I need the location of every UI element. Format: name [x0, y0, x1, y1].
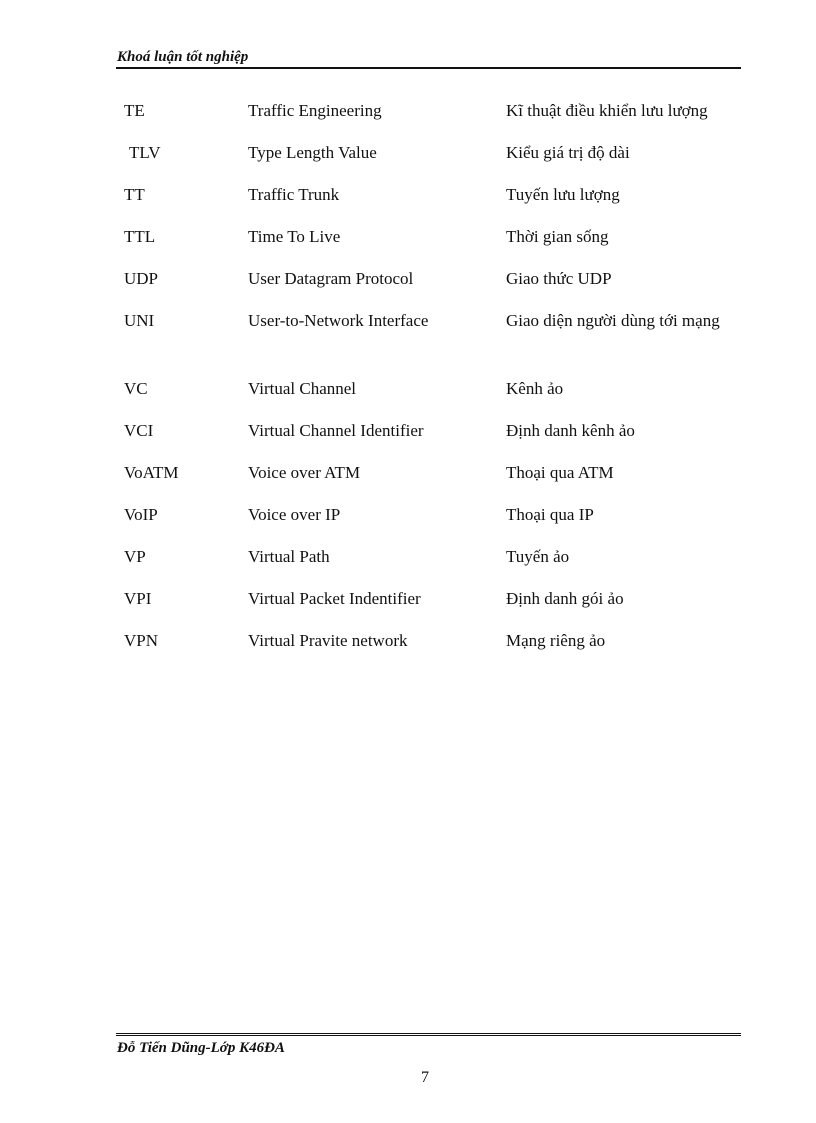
english-term: User Datagram Protocol	[248, 269, 414, 288]
abbreviation-row	[124, 98, 744, 140]
english-term: Virtual Channel	[248, 379, 357, 398]
vietnamese-term: Mạng riêng ảo	[506, 631, 606, 650]
abbreviation-row	[124, 140, 744, 182]
abbreviation-code: VPI	[124, 589, 152, 608]
english-term: Voice over IP	[248, 505, 341, 524]
abbreviation-code: VP	[124, 547, 146, 566]
english-term: Type Length Value	[248, 143, 377, 162]
abbreviation-row	[124, 586, 744, 628]
vietnamese-term: Kĩ thuật điều khiển lưu lượng	[506, 101, 708, 120]
footer-divider	[116, 1033, 741, 1036]
header-divider	[116, 67, 741, 69]
abbreviation-code: VC	[124, 379, 148, 398]
vietnamese-term: Kiểu giá trị độ dài	[506, 143, 630, 162]
abbreviation-code: TTL	[124, 227, 156, 246]
english-term: Virtual Packet Indentifier	[248, 589, 421, 608]
abbreviation-code: VoATM	[124, 463, 179, 482]
abbreviation-code: VPN	[124, 631, 159, 650]
vietnamese-term: Thoại qua ATM	[506, 463, 614, 482]
abbreviation-code: UDP	[124, 269, 159, 288]
vietnamese-term: Định danh gói ảo	[506, 589, 624, 608]
abbreviation-row	[124, 502, 744, 544]
english-term: Traffic Engineering	[248, 101, 382, 120]
english-term: Virtual Channel Identifier	[248, 421, 424, 440]
abbreviation-row	[124, 460, 744, 502]
header-title: Khoá luận tốt nghiệp	[117, 49, 249, 65]
english-term: Voice over ATM	[248, 463, 361, 482]
abbreviation-code: VCI	[124, 421, 154, 440]
english-term: Virtual Pravite network	[248, 631, 408, 650]
abbreviation-code: VoIP	[124, 505, 158, 524]
page-number: 7	[421, 1069, 429, 1086]
english-term: Virtual Path	[248, 547, 330, 566]
vietnamese-term: Giao diện người dùng tới mạng	[506, 311, 720, 330]
vietnamese-term: Giao thức UDP	[506, 269, 612, 288]
abbreviation-code: TE	[124, 101, 145, 120]
vietnamese-term: Định danh kênh ảo	[506, 421, 635, 440]
abbreviation-row	[124, 182, 744, 224]
vietnamese-term: Tuyến lưu lượng	[506, 185, 620, 204]
english-term: Traffic Trunk	[248, 185, 340, 204]
abbreviation-row	[124, 224, 744, 266]
abbreviation-code: UNI	[124, 311, 155, 330]
abbreviation-row	[124, 266, 744, 308]
vietnamese-term: Kênh ảo	[506, 379, 564, 398]
footer-author: Đỗ Tiến Dũng-Lớp K46ĐA	[117, 1040, 285, 1056]
abbreviation-row	[124, 308, 744, 376]
abbreviation-row	[124, 544, 744, 586]
abbreviation-row	[124, 628, 744, 670]
vietnamese-term: Tuyến ảo	[506, 547, 570, 566]
english-term: Time To Live	[248, 227, 341, 246]
vietnamese-term: Thời gian sống	[506, 227, 609, 246]
abbreviation-row	[124, 418, 744, 460]
abbreviation-row	[124, 376, 744, 418]
abbreviation-list	[124, 98, 744, 670]
abbreviation-code: TT	[124, 185, 145, 204]
english-term: User-to-Network Interface	[248, 311, 429, 330]
abbreviation-code: TLV	[129, 143, 161, 162]
vietnamese-term: Thoại qua IP	[506, 505, 594, 524]
